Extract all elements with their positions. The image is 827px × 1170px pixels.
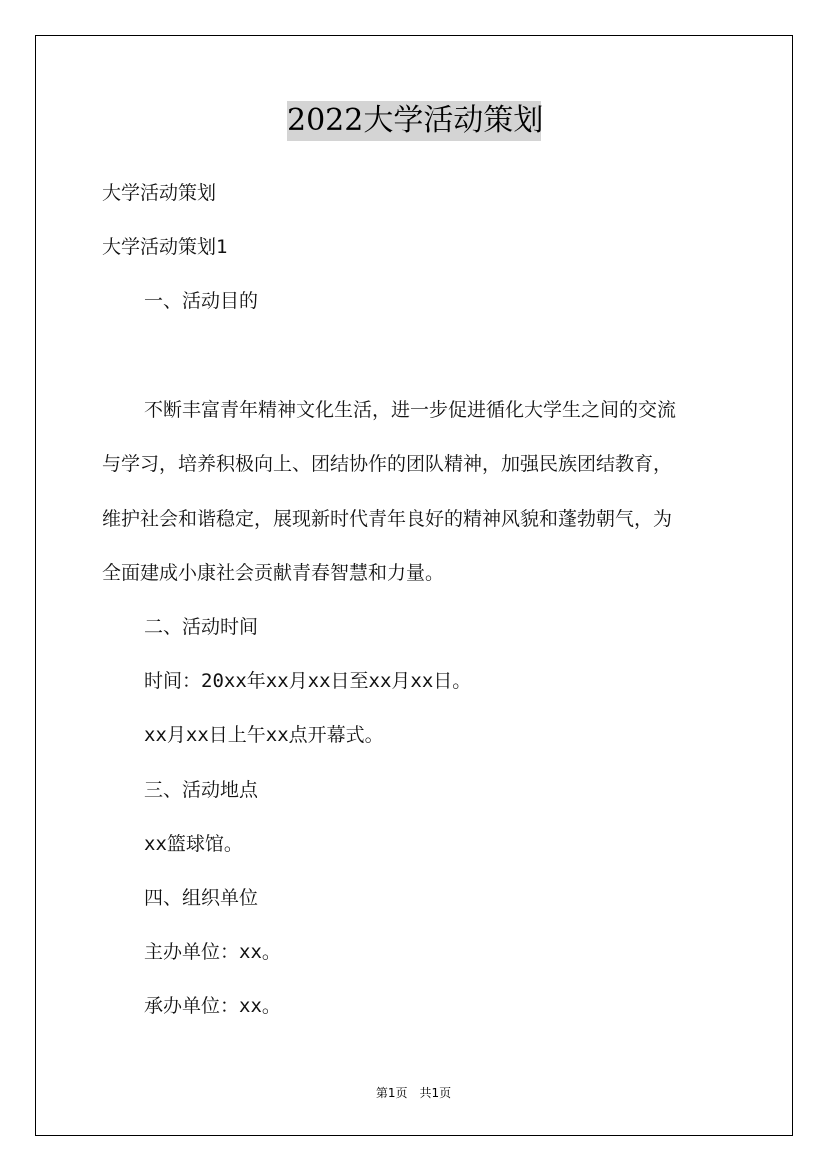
paragraph-line: 不断丰富青年精神文化生活，进一步促进循化大学生之间的交流	[144, 399, 677, 421]
paragraph-line: 维护社会和谐稳定，展现新时代青年良好的精神风貌和蓬勃朝气，为	[102, 508, 673, 530]
location-text: xx篮球馆。	[144, 833, 243, 855]
heading-organization: 四、组织单位	[144, 887, 259, 909]
document-title: 2022大学活动策划	[287, 101, 541, 141]
heading-purpose: 一、活动目的	[144, 290, 259, 312]
heading-time: 二、活动时间	[144, 616, 259, 638]
opening-time: xx月xx日上午xx点开幕式。	[144, 724, 384, 746]
heading-location: 三、活动地点	[144, 779, 259, 801]
page-footer: 第1页 共1页	[375, 1086, 452, 1100]
organizer-text: 主办单位：xx。	[144, 941, 281, 963]
paragraph-line: 全面建成小康社会贡献青春智慧和力量。	[102, 562, 445, 584]
paragraph-line: 与学习，培养积极向上、团结协作的团队精神，加强民族团结教育，	[102, 453, 673, 475]
time-detail: 时间：20xx年xx月xx日至xx月xx日。	[144, 670, 472, 692]
section-title: 大学活动策划1	[102, 236, 228, 258]
subtitle: 大学活动策划	[102, 182, 217, 204]
co-organizer-text: 承办单位：xx。	[144, 995, 281, 1017]
